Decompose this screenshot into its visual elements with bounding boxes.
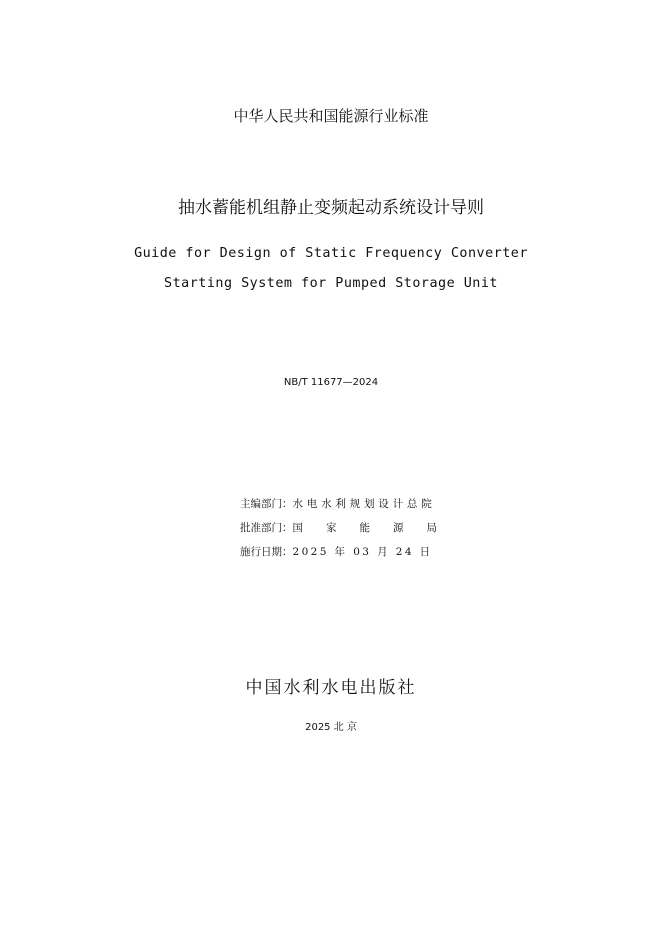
- approver-char: 局: [426, 522, 437, 534]
- effective-date-value: 2025 年 03 月 24 日: [292, 546, 433, 558]
- approver-value: [293, 520, 438, 535]
- approver-char: 家: [326, 522, 337, 534]
- editor-value: 水电水利规划设计总院: [292, 498, 436, 510]
- effective-date-row: [240, 544, 433, 559]
- editor-label: 主编部门：: [240, 498, 293, 510]
- english-title-line-2: Starting System for Pumped Storage Unit: [164, 276, 498, 291]
- english-title-line-1: Guide for Design of Static Frequency Converter: [134, 246, 528, 261]
- industry-standard-heading: 中华人民共和国能源行业标准: [233, 107, 429, 125]
- approver-char: 源: [393, 522, 404, 534]
- approver-char: 能: [359, 522, 370, 534]
- approver-row: [240, 520, 437, 535]
- effective-date-label: 施行日期：: [240, 546, 293, 558]
- editor-row: [240, 496, 436, 511]
- chinese-title: 抽水蓄能机组静止变频起动系统设计导则: [178, 198, 484, 218]
- standard-number: NB/T 11677—2024: [283, 377, 379, 388]
- publication-year-place: 2025 北 京: [305, 722, 357, 733]
- approver-label: 批准部门：: [240, 522, 293, 534]
- publisher-name: 中国水利水电出版社: [245, 678, 417, 698]
- approver-char: 国: [292, 522, 303, 534]
